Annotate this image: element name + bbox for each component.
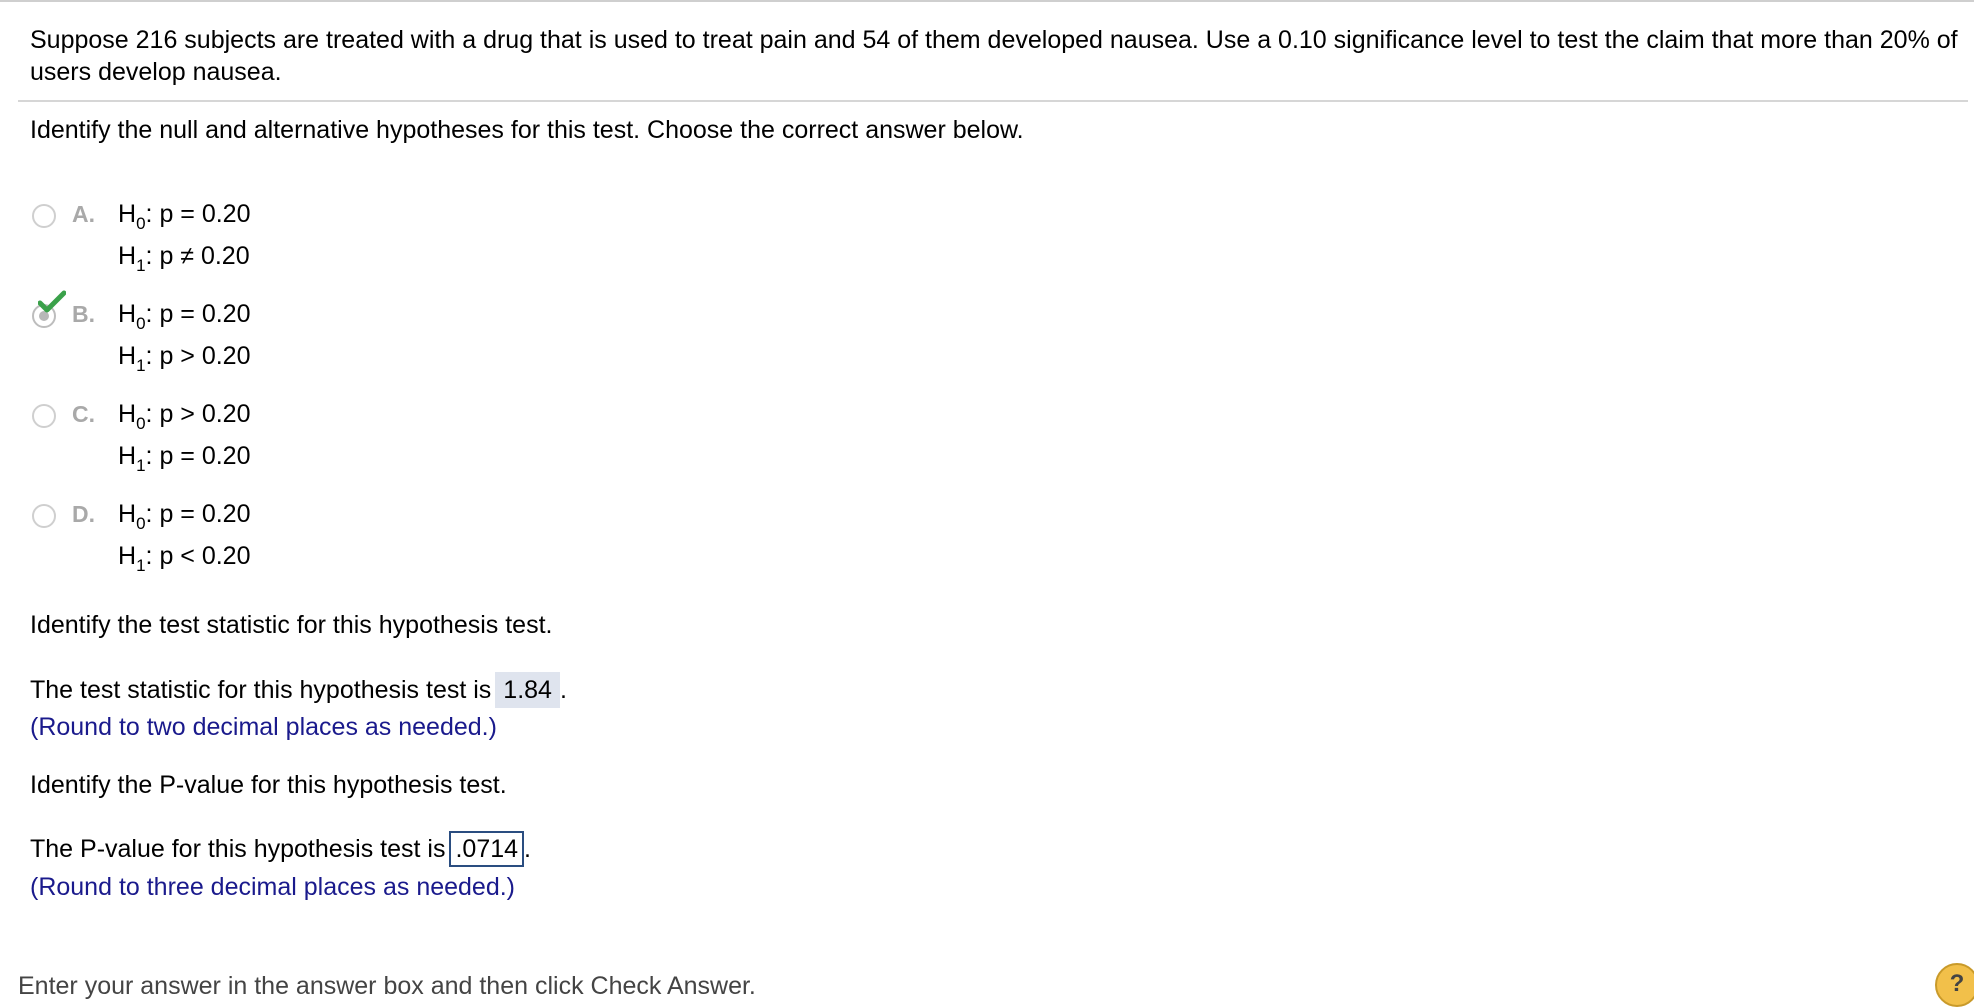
option-a[interactable]: [32, 194, 432, 278]
option-d-h1-value: p < 0.20: [159, 542, 251, 570]
option-d-radio[interactable]: [32, 504, 56, 528]
option-b[interactable]: [32, 294, 432, 378]
option-a-h0-value: p = 0.20: [159, 200, 251, 228]
option-d[interactable]: [32, 494, 432, 578]
option-d-letter: D.: [72, 501, 95, 527]
option-c-null-hypothesis: $H_0$: p > 0.20: [118, 400, 251, 433]
option-c-h1-value: p = 0.20: [159, 442, 251, 470]
option-a-h1-value: p ≠ 0.20: [159, 242, 250, 270]
test-statistic-prompt: Identify the test statistic for this hypothesis test.: [30, 611, 553, 639]
option-a-null-hypothesis: $H_0$: p = 0.20: [118, 200, 251, 233]
option-b-h1-value: p > 0.20: [159, 342, 251, 370]
p-value-sentence: The P-value for this hypothesis test is .0714 .: [30, 831, 531, 867]
test-statistic-answer[interactable]: 1.84: [495, 672, 560, 708]
p-value-answer-input[interactable]: .0714: [449, 831, 524, 867]
option-b-h0-value: p = 0.20: [159, 300, 251, 328]
checkmark-icon: [38, 290, 66, 314]
p-value-prompt: Identify the P-value for this hypothesis test.: [30, 771, 507, 799]
p-value-hint: (Round to three decimal places as needed.): [30, 873, 516, 901]
option-c-letter: C.: [72, 401, 95, 427]
footer-instruction: Enter your answer in the answer box and then click Check Answer.: [18, 972, 756, 1000]
option-b-null-hypothesis: $H_0$: p = 0.20: [118, 300, 251, 333]
option-a-alternative-hypothesis: $H_1$: p ≠ 0.20: [118, 242, 250, 275]
test-statistic-sentence: The test statistic for this hypothesis test is 1.84 .: [30, 672, 567, 708]
top-divider: [0, 0, 1974, 2]
option-a-radio[interactable]: [32, 204, 56, 228]
option-c-alternative-hypothesis: $H_1$: p = 0.20: [118, 442, 251, 475]
question-divider: [18, 100, 1968, 102]
option-b-alternative-hypothesis: $H_1$: p > 0.20: [118, 342, 251, 375]
test-statistic-hint: (Round to two decimal places as needed.): [30, 713, 497, 741]
option-b-letter: B.: [72, 301, 95, 327]
option-a-letter: A.: [72, 201, 95, 227]
option-c-h0-value: p > 0.20: [159, 400, 251, 428]
hypotheses-prompt: Identify the null and alternative hypotheses for this test. Choose the correct answer below.: [30, 116, 1024, 144]
option-c[interactable]: [32, 394, 432, 478]
option-d-h0-value: p = 0.20: [159, 500, 251, 528]
question-text: Suppose 216 subjects are treated with a drug that is used to treat pain and 54 of them developed nausea. Use a 0.10 significance level to test the claim that more than 20% of users develop nausea.: [30, 26, 1958, 86]
option-c-radio[interactable]: [32, 404, 56, 428]
option-d-null-hypothesis: $H_0$: p = 0.20: [118, 500, 251, 533]
option-d-alternative-hypothesis: $H_1$: p < 0.20: [118, 542, 251, 575]
help-button[interactable]: ?: [1935, 963, 1974, 1007]
